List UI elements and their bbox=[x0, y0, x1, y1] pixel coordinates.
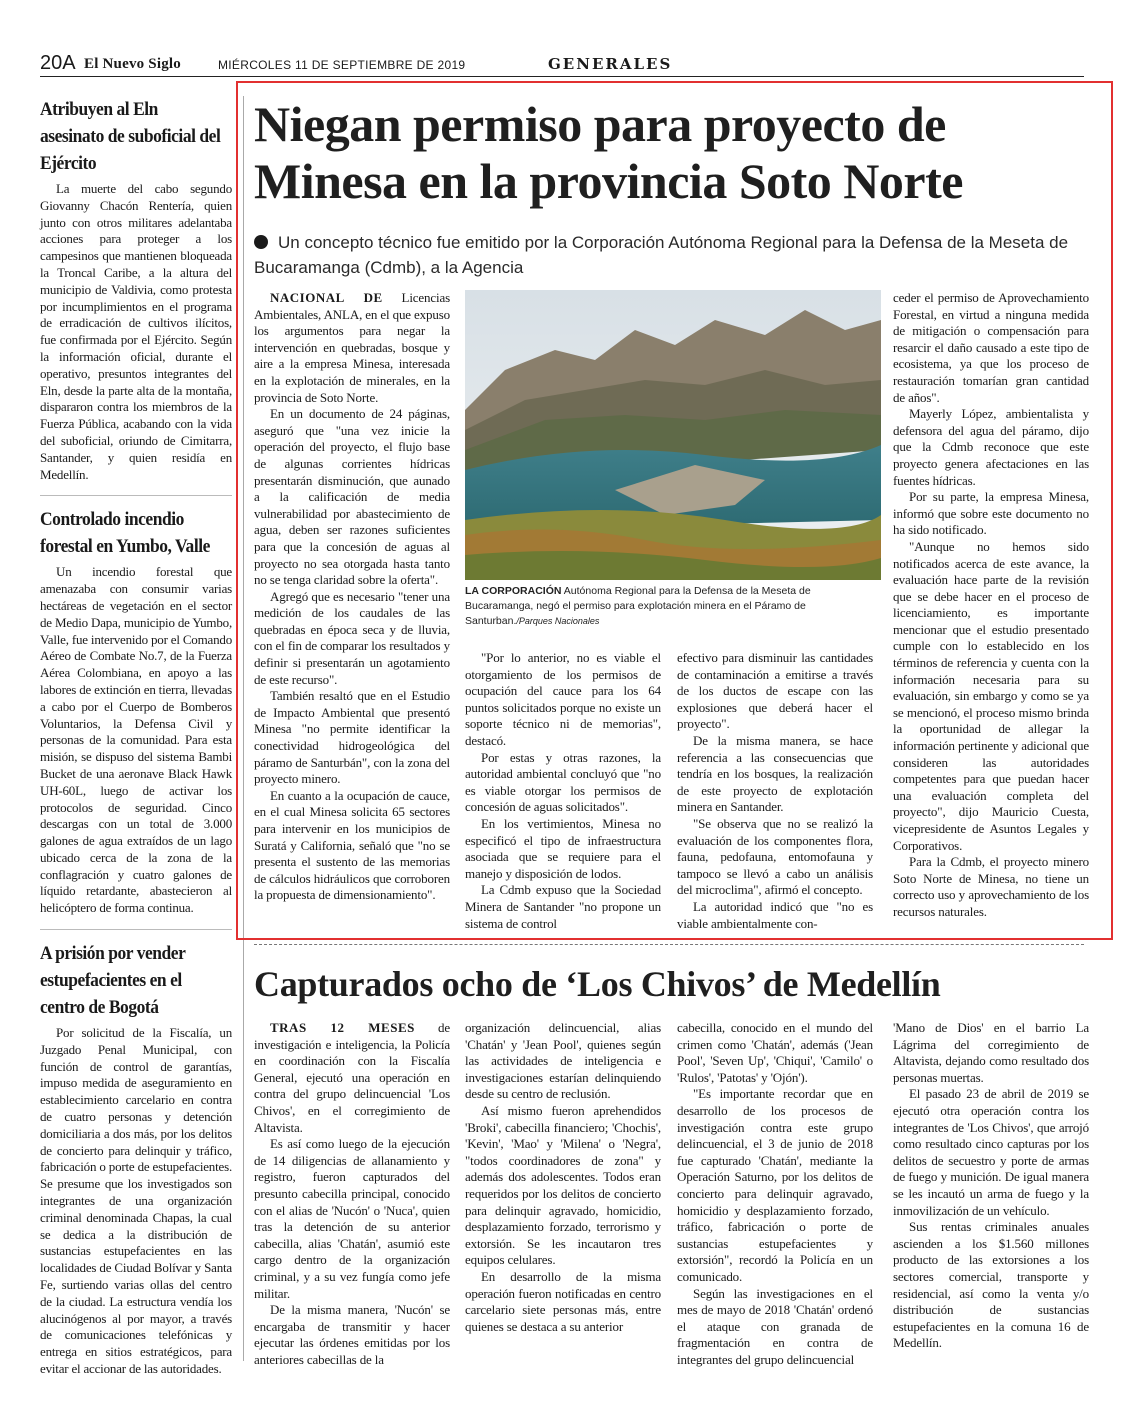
paragraph: 'Mano de Dios' en el barrio La Lágrima del corregimiento de Altavista, dejando como resultado dos personas muertas. bbox=[893, 1020, 1089, 1085]
paragraph: "Se observa que no se realizó la evaluación de los componentes flora, fauna, pedofauna, entomofauna y tampoco se llevó a cabo un análisis del microclima", afirmó el concepto. bbox=[677, 815, 873, 898]
brief-article bbox=[40, 495, 232, 917]
newspaper-name: El Nuevo Siglo bbox=[84, 56, 181, 72]
paragraph: Para la Cdmb, el proyecto minero Soto Norte de Minesa, no tiene un correcto uso y aprovechamiento de los recursos naturales. bbox=[893, 854, 1089, 919]
paragraph: "Aunque no hemos sido notificados acerca de este avance, la evaluación hace parte de la revisión que se debe hacer en el proceso de licenciamiento, es importante mencionar que el estudio presentado cumple con lo establecido en los términos de referencia y cuenta con la información necesaria para su evaluación, sin embargo y como se ya se mencionó, el proceso mismo brinda la oportunidad de allegar la información pertinente y adicional que consideren las autoridades competentes para que puedan hacer una evaluación completa del proyecto", dijo Mauricio Cuesta, vicepresidente de Asuntos Legales y Corporativos. bbox=[893, 538, 1089, 853]
paragraph: organización delincuencial, alias 'Chatán' y 'Jean Pool', quienes según las actividades de inteligencia e investigaciones estarían delinquiendo desde su centro de reclusión. bbox=[465, 1020, 661, 1102]
second-column-3 bbox=[677, 1020, 873, 1368]
paragraph: De la misma manera, se hace referencia a las consecuencias que tendría en los bosques, la realización de este proyecto de explotación minera en Santander. bbox=[677, 732, 873, 815]
page-header bbox=[40, 52, 1084, 78]
page-number: 20A bbox=[40, 52, 76, 74]
caption-credit: /Parques Nacionales bbox=[516, 616, 600, 626]
second-column-1 bbox=[254, 1020, 450, 1368]
main-column-3 bbox=[677, 650, 873, 932]
paragraph: Mayerly López, ambientalista y defensora del agua del páramo, dijo que la Cdmb reconoce que este proyecto genera afectaciones en las fuentes hídricas. bbox=[893, 406, 1089, 488]
deck-text: Un concepto técnico fue emitido por la Corporación Autónoma Regional para la Defensa de la Meseta de Bucaramanga (Cdmb), a la Agencia bbox=[254, 233, 1069, 277]
paragraph: Sus rentas criminales anuales ascienden a los $1.560 millones producto de las extorsiones a los sectores comercial, transporte y residencial, así como la venta y/o distribución de sustancias estupefacientes en la comuna 16 de Medellín. bbox=[893, 1219, 1089, 1351]
paragraph bbox=[254, 1020, 450, 1136]
paragraph-text: de investigación e inteligencia, la Policía en coordinación con la Fiscalía General, ejecutó una operación en contra del grupo delincuencial 'Los Chivos', en el corregimiento de Altavista. bbox=[254, 1020, 450, 1135]
lead-in: NACIONAL DE bbox=[270, 290, 383, 305]
paragraph bbox=[254, 290, 450, 406]
brief-body: Un incendio forestal que amenazaba con consumir varias hectáreas de vegetación en el sector de Medio Dapa, municipio de Yumbo, Valle, fue intervenido por el Comando Aéreo de Combate No.7, de la Fuerza Aérea Colombiana, en apoyo a las labores de extinción en tierra, llevadas a cabo por el Cuerpo de Bomberos Voluntarios, la Defensa Civil y personas de la comunidad. Para esta misión, se dispuso del sistema Bambi Bucket de una aeronave Black Hawk UH-60L, luego de activar los protocolos de seguridad. Cinco descargas con un total de 3.000 galones de agua extraídos de un lago ubicado cerca de la zona de la conflagración y cuatro galones de líquido retardante, abastecieron al helicóptero de forma continua. bbox=[40, 564, 232, 916]
lead-in: TRAS 12 MESES bbox=[270, 1020, 415, 1035]
second-headline: Capturados ocho de ‘Los Chivos’ de Medellín bbox=[254, 964, 941, 1004]
brief-body: Por solicitud de la Fiscalía, un Juzgado Penal Municipal, con función de control de garantías, impuso medida de aseguramiento en establecimiento carcelario en contra de cuatro personas y detención domiciliaria a dos más, por los delitos de concierto para delinquir y tráfico, fabricación o porte de estupefacientes. Se presume que los investigados son integrantes de una organización criminal denominada Chapas, la cual se dedica a la distribución de sustancias estupefacientes en las localidades de Ciudad Bolívar y Santa Fe, surtiendo varias ollas del centro de la ciudad. La estructura vendía los alucinógenos al por mayor, a través de comunicaciones telefónicas y entrega en sitios estratégicos, para evitar el accionar de las autoridades. bbox=[40, 1025, 232, 1377]
brief-title: Atribuyen al Eln asesinato de suboficial del Ejército bbox=[40, 99, 221, 174]
paragraph-text: Licencias Ambientales, ANLA, en el que expuso los argumentos para negar la intervención en quebradas, bosque y aire a la empresa Minesa, interesada en la explotación de minerales, en la provincia de Soto Norte. bbox=[254, 290, 450, 405]
paragraph: Por estas y otras razones, la autoridad ambiental concluyó que "no es viable otorgar los permisos de concesión de aguas solicitados". bbox=[465, 749, 661, 815]
paragraph: "Es importante recordar que en desarrollo de los procesos de investigación contra este grupo delincuencial, el 3 de junio de 2018 fue capturado 'Chatán', mediante la Operación Saturno, por los delitos de concierto para delinquir agravado, homicidio y desplazamiento forzado, tráfico, fabricación o porte de sustancias estupefacientes y extorsión", recordó la Policía en un comunicado. bbox=[677, 1086, 873, 1284]
brief-article bbox=[40, 96, 232, 483]
paragraph: La autoridad indicó que "no es viable ambientalmente con- bbox=[677, 898, 873, 931]
paragraph: Así mismo fueron aprehendidos 'Broki', cabecilla financiero; 'Chochis', 'Kevin', 'Mao' y 'Milena' o 'Negra', "todos coordinadores de zona" y además dos adolescentes. Todos eran requeridos por los delitos de concierto para delinquir agravado, homicidio, desplazamiento forzado, terrorismo y extorsión. Se les incautaron tres equipos celulares. bbox=[465, 1102, 661, 1268]
paragraph: "Por lo anterior, no es viable el otorgamiento de los permisos de ocupación del cauce para los 64 puntos solicitados porque no existe un soporte técnico ni de memorias", destacó. bbox=[465, 650, 661, 748]
second-column-2 bbox=[465, 1020, 661, 1335]
bullet-icon bbox=[254, 235, 268, 249]
paragraph: En un documento de 24 páginas, aseguró que "una vez inicie la operación del proyecto, el flujo base de algunas corrientes hídricas presentarán disminución, que aunado a la calificación de media vulnerabilidad por abastecimiento de agua, deben ser razones suficientes para que la concesión de aguas al proyecto no sea otorgada hasta tanto no se tenga claridad sobre la oferta". bbox=[254, 406, 450, 588]
caption-text: Autónoma Regional para la Defensa de la Meseta de Bucaramanga, negó el permiso para explotación minera en el Páramo de Santurban. bbox=[465, 585, 811, 627]
main-column-1 bbox=[254, 290, 450, 904]
main-deck bbox=[254, 230, 1090, 280]
paragraph: De la misma manera, 'Nucón' se encargaba de transmitir y hacer ejecutar las órdenes emitidas por los anteriores cabecillas de la bbox=[254, 1302, 450, 1367]
paragraph: Agregó que es necesario "tener una medición de los caudales de las quebradas en época seca y de lluvia, con el fin de comparar los resultados y definir si presentarán un agotamiento de este recurso". bbox=[254, 588, 450, 687]
paragraph: En los vertimientos, Minesa no especificó el tipo de infraestructura asociada que se requiere para el manejo y disposición de lodos. bbox=[465, 815, 661, 881]
paragraph: Por su parte, la empresa Minesa, informó que sobre este documento no ha sido notificado. bbox=[893, 489, 1089, 538]
briefs-column bbox=[40, 96, 232, 1390]
brief-title: Controlado incendio forestal en Yumbo, Valle bbox=[40, 509, 210, 558]
paragraph: cabecilla, conocido en el mundo del crimen como 'Chatán', además ('Jean Pool', 'Seven Up', 'Chiqui', 'Camilo' o 'Rulos', 'Patotas' y 'Ojón'). bbox=[677, 1020, 873, 1085]
issue-date: MIÉRCOLES 11 DE SEPTIEMBRE DE 2019 bbox=[218, 58, 466, 72]
section-name: GENERALES bbox=[548, 55, 673, 73]
article-separator bbox=[254, 944, 1084, 945]
header-rule bbox=[40, 76, 1084, 77]
lake-landscape-image bbox=[465, 290, 881, 580]
brief-body: La muerte del cabo segundo Giovanny Chacón Rentería, quien junto con otros militares adelantaba acciones para proteger a los campesinos que mantienen bloqueada la Troncal Caribe, a la altura del municipio de Valdivia, como protesta por incumplimientos en el programa de erradicación de cultivos ilícitos, fue confirmada por el Ejército. Según la información oficial, durante el operativo, presuntos integrantes del Eln, desde la parte alta de la montaña, dispararon contra los miembros de la Fuerza Pública, acabando con la vida del suboficial, oriundo de Cimitarra, Santander, y quien residía en Medellín. bbox=[40, 181, 232, 482]
paragraph: Es así como luego de la ejecución de 14 diligencias de allanamiento y registro, fueron capturados del presunto cabecilla principal, conocido con el alias de 'Nucón' o 'Nuca', quien tras la detención de su anterior cabecilla, alias 'Chatán', asumió este cargo dentro de la organización criminal, y a su vez fungía como jefe militar. bbox=[254, 1136, 450, 1301]
main-column-4 bbox=[893, 290, 1089, 921]
paragraph: El pasado 23 de abril de 2019 se ejecutó otra operación contra los integrantes de 'Los Chivos', que arrojó como resultado cinco capturas por los delitos de secuestro y porte de armas de fuego y munición. De igual manera se les incautó un arma de fuego y la inmovilización de un vehículo. bbox=[893, 1086, 1089, 1218]
brief-title: A prisión por vender estupefacientes en el centro de Bogotá bbox=[40, 943, 186, 1019]
photo-caption bbox=[465, 584, 881, 629]
paragraph: También resaltó que en el Estudio de Impacto Ambiental que presentó Minesa "no permite identificar la conectividad hidrogeológica del páramo de Santurbán", con la zona del proyecto minero. bbox=[254, 688, 450, 787]
paragraph: La Cdmb expuso que la Sociedad Minera de Santander "no propone un sistema de control bbox=[465, 882, 661, 931]
caption-lead: LA CORPORACIÓN bbox=[465, 585, 562, 597]
brief-article bbox=[40, 929, 232, 1378]
main-column-2 bbox=[465, 650, 661, 932]
article-photo bbox=[465, 290, 881, 580]
paragraph: ceder el permiso de Aprovechamiento Forestal, en virtud a ninguna medida de mitigación o compensación para resarcir el daño causado a este tipo de ecosistema, ya que los proceso de restauración tomarían gran cantidad de años". bbox=[893, 290, 1089, 405]
paragraph: efectivo para disminuir las cantidades de contaminación a emitirse a través de los ductos de escape con las explosiones que deberá hacer el proyecto". bbox=[677, 650, 873, 732]
paragraph: En desarrollo de la misma operación fueron notificadas en centro carcelario siete personas más, entre quienes se destaca a su anterior bbox=[465, 1268, 661, 1334]
main-headline: Niegan permiso para proyecto de Minesa en la provincia Soto Norte bbox=[254, 96, 963, 209]
paragraph: En cuanto a la ocupación de cauce, en el cual Minesa solicita 65 sectores para intervenir en los municipios de Suratá y California, señaló que "no se presenta el sustento de las memorias de cálculos hidráulicos que corroboren la propuesta de dimensionamiento". bbox=[254, 787, 450, 903]
paragraph: Según las investigaciones en el mes de mayo de 2018 'Chatán' ordenó el ataque con granada de fragmentación en contra de integrantes del grupo delincuencial bbox=[677, 1285, 873, 1367]
second-column-4 bbox=[893, 1020, 1089, 1352]
